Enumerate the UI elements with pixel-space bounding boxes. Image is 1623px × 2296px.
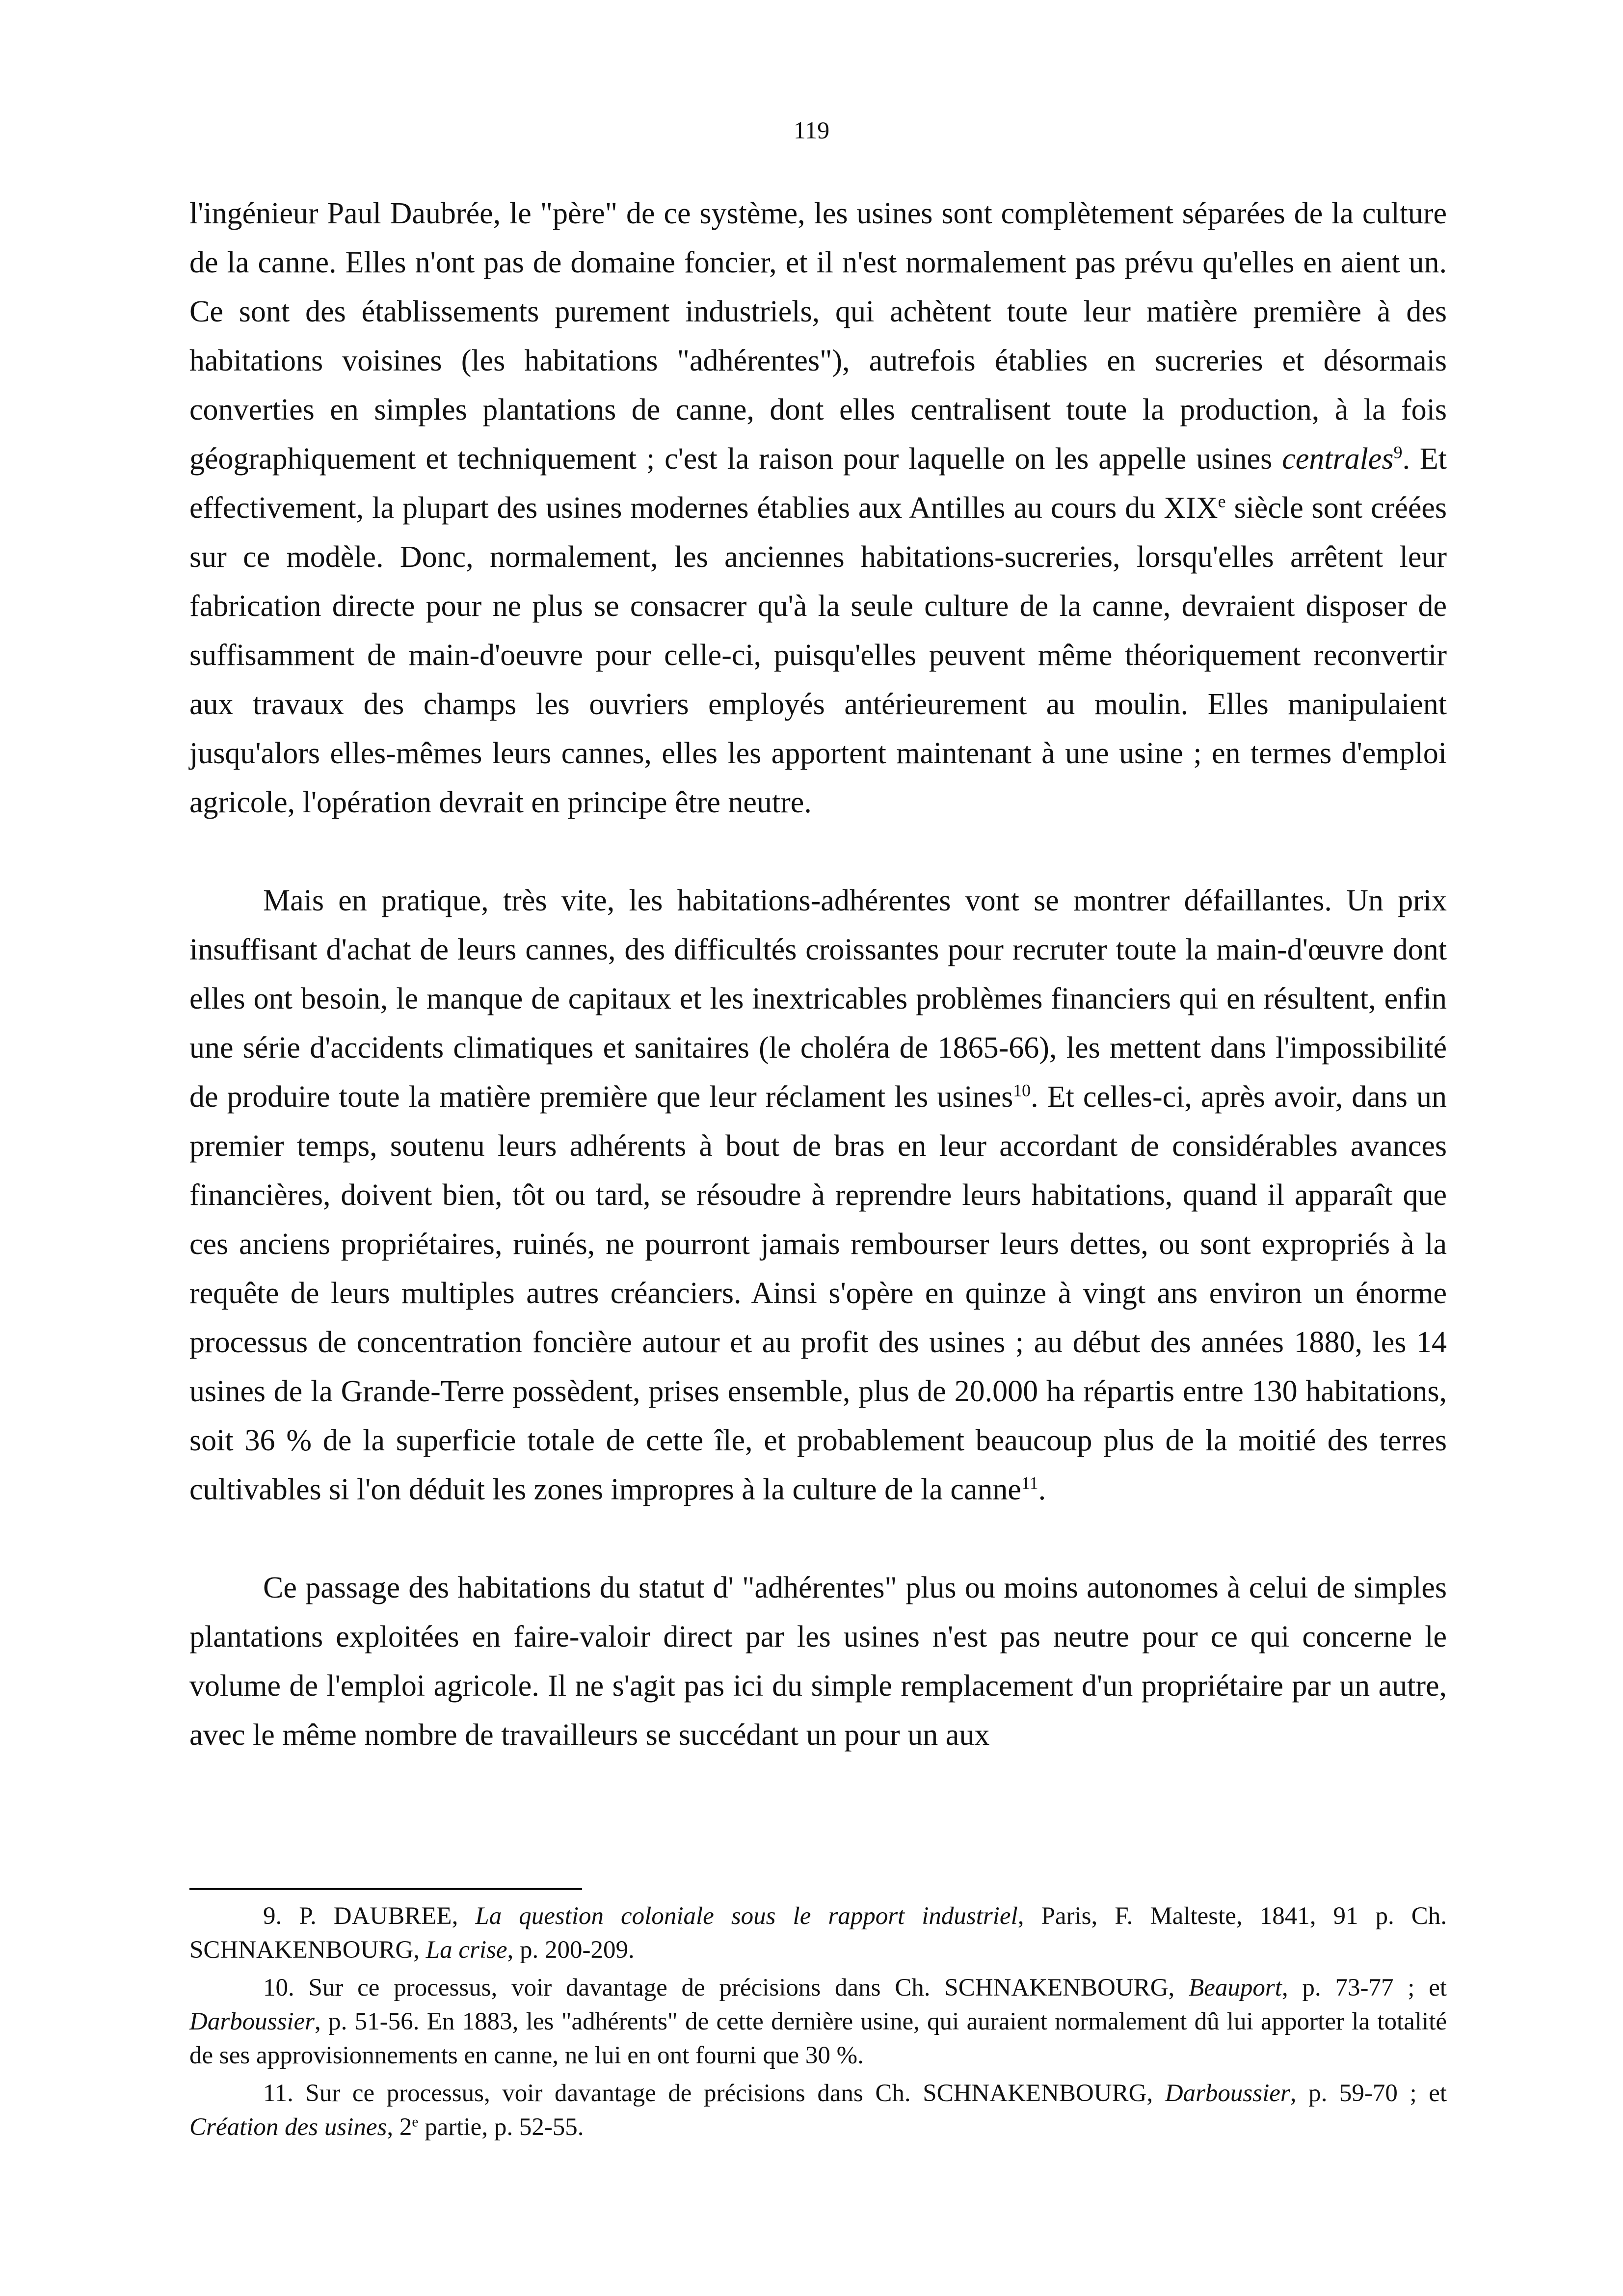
paragraph-spacer: [189, 827, 1447, 876]
footnote-9-text-b: , Paris, F. Malteste, 1841, 91 p. Ch. SCHNAKENBOURG,: [189, 1902, 1447, 1964]
paragraph-1: [189, 189, 1447, 827]
page-number: 119: [793, 116, 830, 144]
paragraph-3: [189, 1563, 1447, 1760]
footnote-10-title: Beauport: [1189, 1974, 1282, 2002]
footnote-9-title: La question coloniale sous le rapport industriel: [475, 1902, 1018, 1930]
footnote-9-title-2: La crise: [426, 1936, 507, 1964]
footnote-11-title-2: Création des usines: [189, 2113, 387, 2141]
footnote-11: [189, 2077, 1447, 2144]
paragraph-2-text-b: . Et celles-ci, après avoir, dans un premier temps, soutenu leurs adhérents à bout de bras en leur accordant de considérables avances financières, doivent bien, tôt ou tard, se résoudre à reprendre leurs habitations, quand il apparaît que ces anciens propriétaires, ruinés, ne pourront jamais rembourser leurs dettes, ou sont expropriés à la requête de leurs multiples autres créanciers. Ainsi s'opère en quinze à vingt ans environ un énorme processus de concentration foncière autour et au profit des usines ; au début des années 1880, les 14 usines de la Grande-Terre possèdent, prises ensemble, plus de 20.000 ha répartis entre 130 habitations, soit 36 % de la superficie totale de cette île, et probablement beaucoup plus de la moitié des terres cultivables si l'on déduit les zones impropres à la culture de la canne: [189, 1080, 1447, 1506]
paragraph-2-text-a: Mais en pratique, très vite, les habitations-adhérentes vont se montrer défaillantes. Un prix insuffisant d'achat de leurs cannes, des difficultés croissantes pour recruter toute la main-d'œuvre dont elles ont besoin, le manque de capitaux et les inextricables problèmes financiers qui en résultent, enfin une série d'accidents climatiques et sanitaires (le choléra de 1865-66), les mettent dans l'impossibilité de produire toute la matière première que leur réclament les usines: [189, 884, 1447, 1114]
footnote-11-title: Darboussier: [1165, 2080, 1290, 2107]
paragraph-2: [189, 876, 1447, 1514]
paragraph-1-text-b: . Et effectivement, la plupart des usines modernes établies aux Antilles au cours du XIX: [189, 442, 1447, 525]
century-superscript: e: [1218, 491, 1226, 511]
paragraph-1-text-c: siècle sont créées sur ce modèle. Donc, normalement, les anciennes habitations-sucreries, lorsqu'elles arrêtent leur fabrication directe pour ne plus se consacrer qu'à la seule culture de la canne, devraient disposer de suffisamment de main-d'oeuvre pour celle-ci, puisqu'elles peuvent même théoriquement reconvertir aux travaux des champs les ouvriers employés antérieurement au moulin. Elles manipulaient jusqu'alors elles-mêmes leurs cannes, elles les apportent maintenant à une usine ; en termes d'emploi agricole, l'opération devrait en principe être neutre.: [189, 491, 1447, 819]
footnote-11-text-b: , p. 59-70 ; et: [1290, 2080, 1447, 2107]
footnote-10-title-2: Darboussier: [189, 2008, 315, 2035]
paragraph-3-text: Ce passage des habitations du statut d' "adhérentes" plus ou moins autonomes à celui de simples plantations exploitées en faire-valoir direct par les usines n'est pas neutre pour ce qui concerne le volume de l'emploi agricole. Il ne s'agit pas ici du simple remplacement d'un propriétaire par un autre, avec le même nombre de travailleurs se succédant un pour un aux: [189, 1571, 1447, 1752]
footnote-11-text-c: , 2: [387, 2113, 412, 2141]
footnote-ref-11: 11: [1021, 1473, 1038, 1493]
footnote-separator: [189, 1888, 582, 1890]
footnote-9: [189, 1899, 1447, 1967]
footnotes: [189, 1899, 1447, 2144]
footnote-ref-9: 9: [1393, 442, 1403, 462]
footnote-10-text-a: 10. Sur ce processus, voir davantage de précisions dans Ch. SCHNAKENBOURG,: [263, 1974, 1189, 2002]
footnote-11-text-d: partie, p. 52-55.: [418, 2113, 584, 2141]
footnote-10-text-c: , p. 51-56. En 1883, les "adhérents" de cette dernière usine, qui auraient normalement dû lui apporter la totalité de ses approvisionnements en canne, ne lui en ont fourni que 30 %.: [189, 2008, 1447, 2069]
body-text: [189, 189, 1447, 1760]
footnote-9-text-a: 9. P. DAUBREE,: [263, 1902, 476, 1930]
paragraph-1-italic-centrales: centrales: [1282, 442, 1394, 476]
paragraph-spacer: [189, 1514, 1447, 1563]
footnote-9-text-c: , p. 200-209.: [507, 1936, 635, 1964]
footnote-11-text-a: 11. Sur ce processus, voir davantage de précisions dans Ch. SCHNAKENBOURG,: [263, 2080, 1165, 2107]
paragraph-1-text-a: l'ingénieur Paul Daubrée, le "père" de ce système, les usines sont complètement séparées de la culture de la canne. Elles n'ont pas de domaine foncier, et il n'est normalement pas prévu qu'elles en aient un. Ce sont des établissements purement industriels, qui achètent toute leur matière première à des habitations voisines (les habitations "adhérentes"), autrefois établies en sucreries et désormais converties en simples plantations de canne, dont elles centralisent toute la production, à la fois géographiquement et techniquement ; c'est la raison pour laquelle on les appelle usines: [189, 197, 1447, 476]
footnote-ref-10: 10: [1013, 1080, 1031, 1100]
footnote-11-superscript: e: [412, 2114, 419, 2130]
footnote-10: [189, 1971, 1447, 2073]
paragraph-2-text-c: .: [1038, 1473, 1046, 1506]
footnote-10-text-b: , p. 73-77 ; et: [1281, 1974, 1447, 2002]
